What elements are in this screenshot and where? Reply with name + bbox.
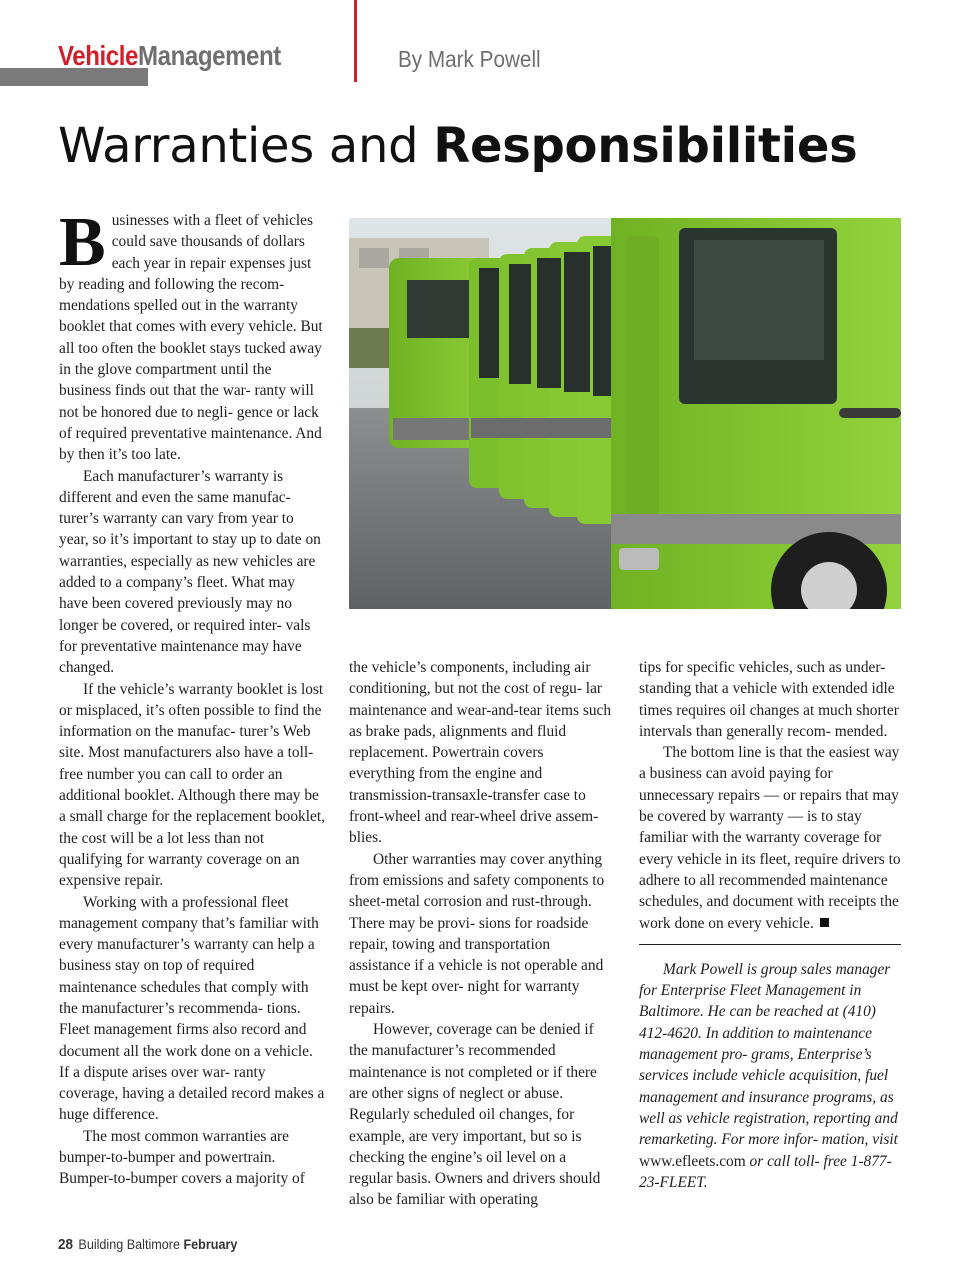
bio-divider (639, 944, 901, 945)
article-column-3 (639, 657, 901, 1193)
article-column-2 (349, 657, 613, 1211)
article-title (58, 116, 857, 176)
section-heading-word1: Vehicle (58, 40, 138, 71)
paragraph: The most common warranties are bumper-to-bumper and powertrain. Bumper-to-bumper covers a majority of (59, 1127, 305, 1188)
page-footer (58, 1236, 237, 1253)
paragraph-text: The bottom line is that the easiest way a business can avoid paying for unnecessary repairs — or repairs that may be covered by warranty — is to stay familiar with the warranty coverage for every vehicle in its fleet, require drivers to adhere to all recommended maintenance schedules, and document with receipts the work done on every vehicle. (639, 744, 901, 932)
paragraph: However, coverage can be denied if the manufacturer’s recommended maintenance is not completed or if there are other signs of neglect or abuse. Regularly scheduled oil changes, for example, are very important, but so is checking the engine’s oil level on a regular basis. Owners and drivers should also be familiar with operating (349, 1021, 601, 1209)
paragraph (639, 742, 901, 934)
byline: By Mark Powell (398, 46, 541, 72)
header-divider (354, 0, 357, 82)
author-bio (639, 959, 901, 1193)
issue-month: February (183, 1236, 238, 1252)
paragraph (59, 204, 325, 466)
end-mark-icon (820, 918, 829, 927)
truck-row (469, 236, 631, 524)
bio-website: www.efleets.com (639, 1152, 746, 1170)
section-heading-word2: Management (137, 40, 281, 71)
paragraph: Other warranties may cover anything from emissions and safety components to sheet-metal corrosion and rust-through. There may be provi- sions for roadside repair, towing and transportation assistance if a vehicle is not operable and must be kept over- night for warranty repairs. (349, 850, 605, 1017)
drop-cap: B (59, 204, 106, 281)
article-column-1 (59, 204, 325, 1190)
main-truck (611, 218, 901, 609)
bio-text-2: or call toll- free 1-877-23-FLEET. (639, 1152, 892, 1191)
article-photo-trucks (349, 218, 901, 609)
title-light: Warranties and (58, 118, 434, 174)
page-number: 28 (58, 1236, 74, 1253)
paragraph-text: usinesses with a fleet of vehicles could save thousands of dollars each year in repair expenses just by reading and following the recom- mendations spelled out in the warranty booklet that comes with every vehicle. But all too often the booklet stays tucked away in the glove compartment until the business finds out that the war- ranty will not be honored due to negli- gence or lack of required preventative maintenance. And by then it’s too late. (59, 212, 323, 464)
paragraph: the vehicle’s components, including air conditioning, but not the cost of regu- lar maintenance and wear-and-tear items such as brake pads, alignments and fluid replacement. Powertrain covers everything from the engine and transmission-transaxle-transfer case to front-wheel and rear-wheel drive assem- blies. (349, 659, 612, 847)
paragraph: If the vehicle’s warranty booklet is lost or misplaced, it’s often possible to find the information on the manufac- turer’s Web site. Most manufacturers also have a toll-free number you can call to order an additional booklet. Although there may be a small charge for the replacement booklet, the cost will be a lot less than not qualifying for warranty coverage on an expensive repair. (59, 680, 325, 890)
paragraph: tips for specific vehicles, such as under- standing that a vehicle with extended idle times requires oil changes at much shorter intervals than generally recom- mended. (639, 659, 899, 740)
publication-name: Building Baltimore (78, 1236, 180, 1252)
title-bold: Responsibilities (433, 118, 858, 174)
paragraph: Working with a professional fleet management company that’s familiar with every manufacturer’s warranty can help a business stay on top of required maintenance schedules that comply with the manufacturer’s recommenda- tions. Fleet management firms also record and document all the work done on a vehicle. If a dispute arises over war- ranty coverage, having a detailed record makes a huge difference. (59, 893, 325, 1124)
section-heading (58, 40, 281, 72)
paragraph: Each manufacturer’s warranty is different and even the same manufac- turer’s warranty can vary from year to year, so it’s important to stay up to date on warranties, especially as new vehicles are added to a company’s fleet. What may have been covered previously may no longer be covered, or required inter- vals for preventative maintenance may have changed. (59, 467, 321, 677)
bio-text-1: Mark Powell is group sales manager for Enterprise Fleet Management in Baltimore. He can be reached at (410) 412-4620. In addition to maintenance management pro- grams, Enterprise’s services include vehicle acquisition, fuel management and insurance programs, as well as vehicle registration, reporting and remarketing. For more infor- mation, visit (639, 960, 898, 1149)
